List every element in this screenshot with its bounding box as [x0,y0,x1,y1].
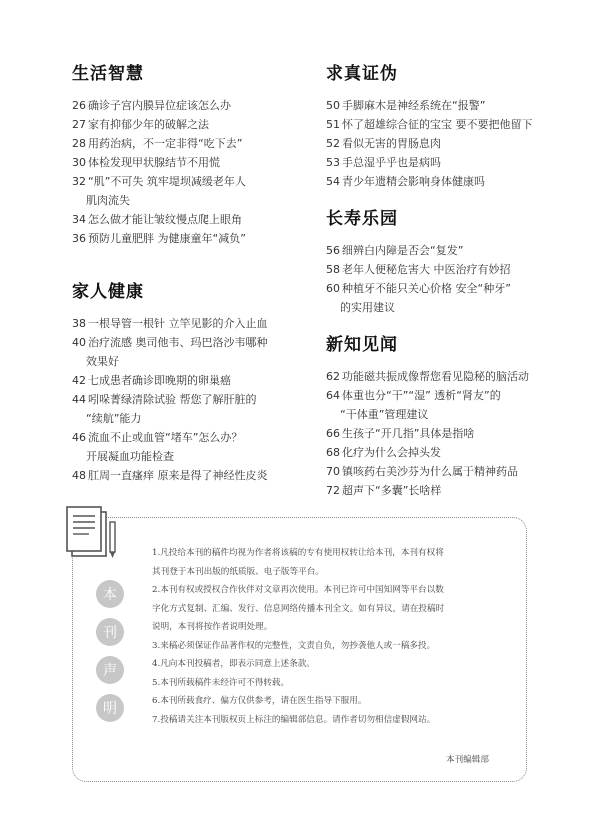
entry-title-continued: 的实用建议 [340,301,395,314]
notice-badge-char: 明 [96,694,124,722]
toc-entry [326,279,566,317]
notice-badge-char: 本 [96,580,124,608]
notice-line: 说明，本刊将按作者说明处理。 [152,622,273,632]
toc-entry [72,172,312,210]
notice-line: 2.本刊有权或授权合作伙伴对文章再次使用。本刊已许可中国知网等平台以数 [152,585,444,595]
page-number: 27 [72,118,86,131]
entry-title: 体检发现甲状腺结节不用慌 [88,156,220,169]
toc-section [326,335,566,500]
section-title: 家人健康 [72,282,144,302]
page-number: 46 [72,431,86,444]
entry-title: 七成患者确诊即晚期的卵巢癌 [88,374,231,387]
page-number: 60 [326,282,340,295]
toc-entry [326,260,566,279]
page-number: 50 [326,99,340,112]
toc-entry [72,333,312,371]
entry-title: 种植牙不能只关心价格 安全“种牙” [342,282,511,295]
entry-title: 一根导管一根针 立竿见影的介入止血 [88,317,268,330]
toc-section [326,64,566,191]
entry-title: 家有抑郁少年的破解之法 [88,118,209,131]
toc-entry [72,428,312,466]
toc-entry [72,390,312,428]
entry-title: 镇咳药右美沙芬为什么属于精神药品 [342,465,518,478]
page-number: 42 [72,374,86,387]
entry-title: 青少年遗精会影响身体健康吗 [342,175,485,188]
entry-title: 吲哚菁绿清除试验 帮您了解肝脏的 [88,393,257,406]
entry-title: 怎么做才能让皱纹慢点爬上眼角 [88,213,242,226]
notice-line: 其刊登于本刊出版的纸质版、电子版等平台。 [152,566,324,577]
page-number: 53 [326,156,340,169]
entry-title: 细辨白内障是否会“复发” [342,244,464,257]
entry-title: 确诊子宫内膜异位症该怎么办 [88,99,231,112]
document-pen-icon [64,500,124,568]
toc-entry [72,314,312,333]
entry-title: 生孩子“开几指”具体是指啥 [342,427,475,440]
entry-title-continued: 肌肉流失 [86,194,130,207]
toc-entry [326,462,566,481]
toc-entry [326,241,566,260]
page-number: 26 [72,99,86,112]
page-number: 64 [326,389,340,402]
notice-line: 1.凡投给本刊的稿件均视为作者将该稿的专有使用权转让给本刊，本刊有权将 [152,548,444,558]
toc-entry [72,371,312,390]
entry-title: 流血不止或血管“堵车”怎么办？ [88,431,243,444]
entry-title: 治疗流感 奥司他韦、玛巴洛沙韦哪种 [88,336,268,349]
notice-badge-char: 刊 [96,618,124,646]
page-number: 70 [326,465,340,478]
page-number: 40 [72,336,86,349]
page-number: 51 [326,118,340,131]
right-column [326,64,566,500]
entry-title: 超声下“多囊”长啥样 [342,484,442,497]
toc-entry [326,386,566,424]
entry-title: 怀了超雄综合征的宝宝 要不要把他留下 [342,118,533,131]
section-title: 新知见闻 [326,335,398,355]
page-number: 58 [326,263,340,276]
entry-title: 肛周一直瘙痒 原来是得了神经性皮炎 [88,469,268,482]
entry-title: 用药治病，不一定非得“吃下去” [88,137,243,150]
entry-title: 手脚麻木是神经系统在“报警” [342,99,486,112]
notice-line: 5.本刊所载稿件未经许可不得转载。 [152,677,290,688]
entry-title-continued: 开展凝血功能检查 [86,450,174,463]
notice-line: 6.本刊所载食疗、偏方仅供参考，请在医生指导下服用。 [152,696,367,706]
page-number: 66 [326,427,340,440]
page-number: 52 [326,137,340,150]
page-number: 28 [72,137,86,150]
toc-entry [326,481,566,500]
toc-entry [72,96,312,115]
notice-badge-char: 声 [96,656,124,684]
left-column [72,64,312,485]
entry-title: 体重也分“干”“湿” 透析“肾友”的 [342,389,501,402]
page-number: 72 [326,484,340,497]
page-number: 48 [72,469,86,482]
page-number: 54 [326,175,340,188]
page-number: 56 [326,244,340,257]
page-number: 32 [72,175,86,188]
entry-title: 功能磁共振成像帮您看见隐秘的脑活动 [342,370,529,383]
entry-title: “肌”不可失 筑牢堤坝减缓老年人 [88,175,246,188]
toc-entry [326,153,566,172]
toc-section [72,282,312,485]
section-title: 生活智慧 [72,64,144,84]
toc-entry [72,229,312,248]
section-title: 求真证伪 [326,64,398,84]
toc-entry [72,153,312,172]
page-number: 30 [72,156,86,169]
notice-text [152,544,512,729]
notice-line: 3.来稿必须保证作品著作权的完整性，文责自负，勿抄袭他人或一稿多投。 [152,640,436,651]
notice-badge [96,580,124,732]
entry-title-continued: 效果好 [86,355,119,368]
toc-entry [326,172,566,191]
page-number: 62 [326,370,340,383]
entry-title: 老年人便秘危害大 中医治疗有妙招 [342,263,511,276]
entry-title: 预防儿童肥胖 为健康童年“减负” [88,232,246,245]
notice-line: 字化方式复制、汇编、发行、信息网络传播本刊全文。如有异议，请在投稿时 [152,603,445,614]
toc-section [326,209,566,317]
toc-entry [72,134,312,153]
toc-entry [326,115,566,134]
page-number: 38 [72,317,86,330]
toc-entry [326,96,566,115]
toc-entry [326,443,566,462]
toc-entry [326,134,566,153]
page-number: 44 [72,393,86,406]
notice-signature: 本刊编辑部 [446,755,489,765]
notice-line: 4.凡向本刊投稿者，即表示同意上述条款。 [152,659,315,669]
toc-entry [326,367,566,386]
entry-title-continued: “干体重”管理建议 [340,408,429,421]
toc-entry [72,210,312,229]
notice-line: 7.投稿请关注本刊版权页上标注的编辑部信息。请作者切勿相信虚假网站。 [152,714,436,725]
toc-entry [72,115,312,134]
entry-title: 看似无害的胃肠息肉 [342,137,441,150]
section-title: 长寿乐园 [326,209,398,229]
entry-title: 化疗为什么会掉头发 [342,446,441,459]
entry-title: 手总湿乎乎也是病吗 [342,156,441,169]
toc-entry [72,466,312,485]
page-number: 68 [326,446,340,459]
entry-title-continued: “续航”能力 [86,412,142,425]
toc-entry [326,424,566,443]
page-number: 34 [72,213,86,226]
toc-section [72,64,312,248]
page-number: 36 [72,232,86,245]
